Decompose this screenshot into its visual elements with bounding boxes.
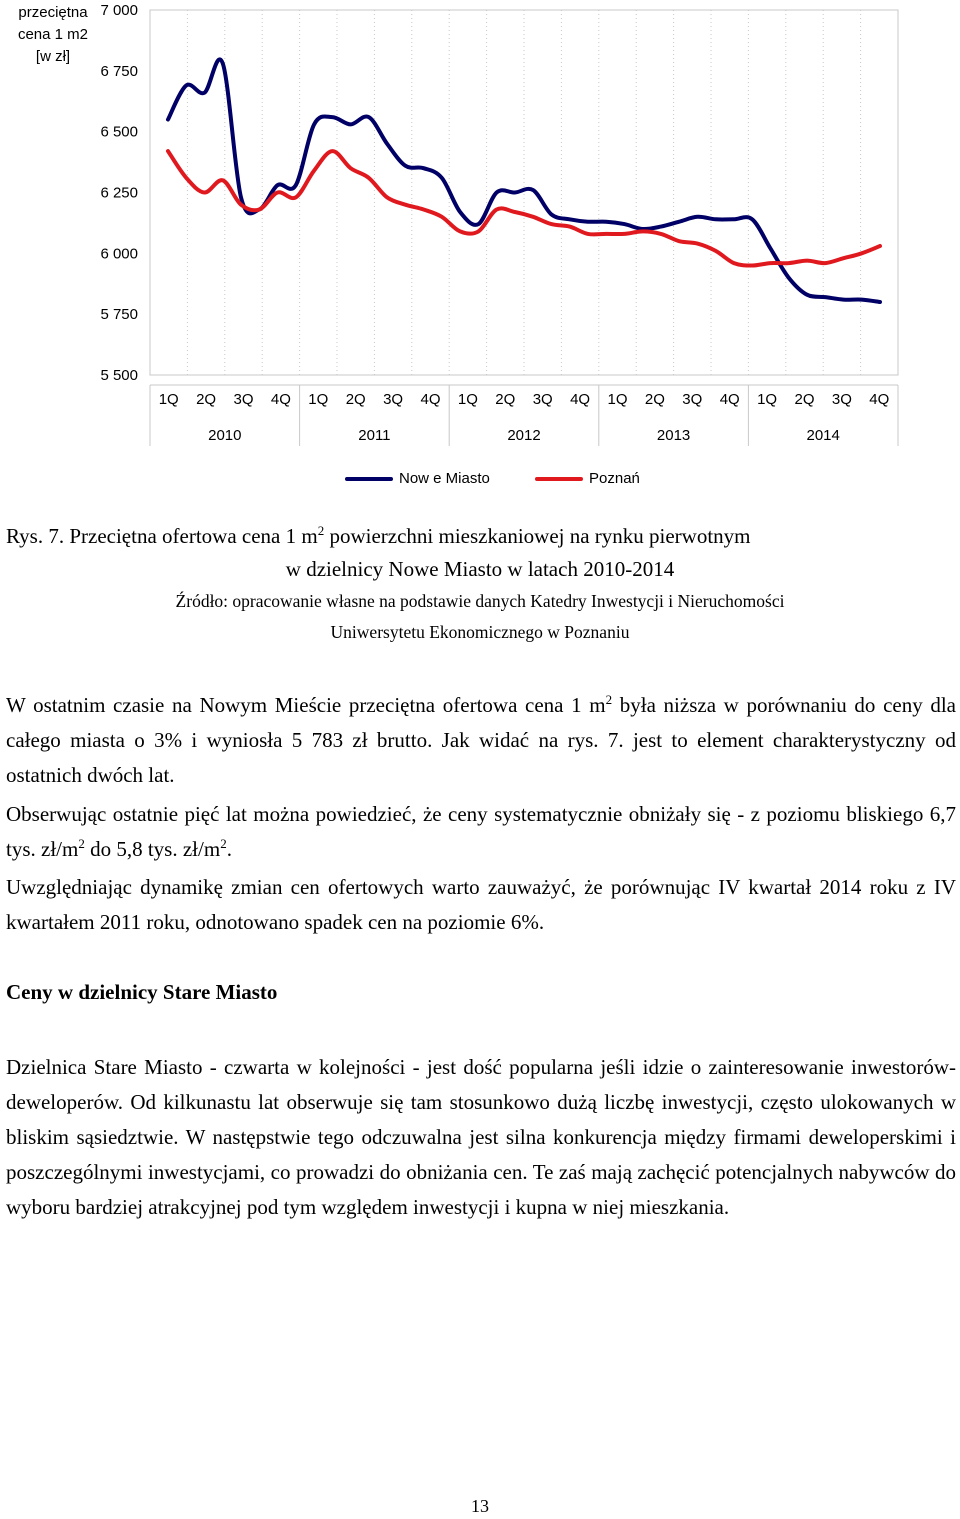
legend-item-poznan: [535, 470, 640, 487]
caption-sup: 2: [317, 523, 325, 538]
year-label: 2014: [806, 427, 840, 444]
p2-sup-1: 2: [78, 836, 85, 851]
plot-area-border: [150, 10, 898, 375]
year-label: 2013: [656, 427, 691, 444]
x-tick-label: 2Q: [345, 391, 366, 408]
x-tick-label: 4Q: [869, 391, 890, 408]
x-tick-label: 4Q: [570, 391, 591, 408]
caption-source-1: Źródło: opracowanie własne na podstawie danych Katedry Inwestycji i Nieruchomości: [175, 591, 785, 611]
x-tick-label: 1Q: [308, 391, 329, 408]
x-tick-label: 3Q: [682, 391, 703, 408]
caption-prefix: Rys. 7. Przeciętna ofertowa cena 1 m: [6, 524, 318, 548]
series-line-poznan: [168, 151, 880, 265]
p1-text-b: była niższa w porównaniu do ceny dla całego miasta o 3% i wyniosła 5 783 zł brutto. Jak widać na rys. 7. jest to element charakterystyczny od ostatnich dwóch lat.: [6, 693, 957, 787]
p1-text-a: W ostatnim czasie na Nowym Mieście przeciętna ofertowa cena 1 m: [6, 693, 606, 717]
y-tick-label: 5 500: [100, 367, 138, 384]
x-tick-label: 2Q: [196, 391, 217, 408]
p2-sup-2: 2: [220, 836, 227, 851]
legend-swatch-nowe-miasto: [345, 477, 393, 481]
legend-item-nowe-miasto: [345, 470, 490, 487]
caption-line2: w dzielnicy Nowe Miasto w latach 2010-2014: [285, 557, 675, 581]
legend-swatch-poznan: [535, 477, 583, 481]
price-chart: [0, 0, 960, 500]
paragraph-4: [6, 1050, 956, 1225]
caption-title: [0, 520, 960, 553]
x-tick-label: 3Q: [233, 391, 254, 408]
y-tick-label: 6 500: [100, 123, 138, 141]
legend-label-poznan: Poznań: [589, 470, 640, 487]
y-axis-label: przeciętna cena 1 m2 [w zł]: [17, 4, 89, 65]
y-tick-label: 7 000: [100, 2, 138, 19]
year-label: 2010: [208, 427, 242, 444]
caption-source-2: Uniwersytetu Ekonomicznego w Poznaniu: [330, 622, 630, 642]
series-line-nowe-miasto: [168, 59, 880, 302]
x-tick-label: 3Q: [383, 391, 404, 408]
p2-text-a: Obserwując ostatnie pięć lat można powiedzieć, że ceny systematycznie obniżały się - z poziomu bliskiego 6,7 tys. zł/m: [6, 802, 956, 861]
x-tick-label: 1Q: [158, 391, 179, 408]
p2-text-b: do 5,8 tys. zł/m: [84, 837, 221, 861]
y-tick-label: 6 750: [100, 62, 138, 80]
paragraph-1: [6, 688, 956, 793]
p3-text: Uwzględniając dynamikę zmian cen ofertowych warto zauważyć, że porównując IV kwartał 2014 roku z IV kwartałem 2011 roku, odnotowano spadek cen na poziomie 6%.: [6, 875, 956, 934]
x-tick-label: 2Q: [644, 391, 665, 408]
y-tick-label: 6 000: [100, 245, 138, 263]
page-number: 13: [471, 1496, 489, 1516]
y-tick-label: 5 750: [100, 306, 138, 324]
year-label: 2012: [507, 427, 541, 444]
x-tick-label: 3Q: [532, 391, 553, 408]
p2-text-c: .: [226, 837, 232, 861]
x-tick-label: 4Q: [420, 391, 441, 408]
x-tick-label: 4Q: [270, 391, 291, 408]
chart-svg: [0, 0, 960, 460]
x-tick-label: 2Q: [495, 391, 516, 408]
caption-suffix: powierzchni mieszkaniowej na rynku pierwotnym: [324, 524, 751, 548]
paragraph-2: [6, 797, 956, 867]
p1-sup: 2: [605, 692, 613, 707]
paragraph-3: [6, 870, 956, 940]
x-tick-label: 3Q: [831, 391, 852, 408]
x-tick-label: 1Q: [457, 391, 478, 408]
section-heading: Ceny w dzielnicy Stare Miasto: [6, 980, 278, 1004]
year-label: 2011: [358, 427, 391, 444]
x-tick-label: 2Q: [794, 391, 815, 408]
legend-label-nowe-miasto: Now e Miasto: [399, 470, 490, 487]
figure-caption: [0, 520, 960, 648]
y-tick-label: 6 250: [100, 184, 138, 202]
x-tick-label: 1Q: [607, 391, 628, 408]
x-tick-label: 4Q: [719, 391, 740, 408]
x-tick-label: 1Q: [757, 391, 778, 408]
p4-text: Dzielnica Stare Miasto - czwarta w kolejności - jest dość popularna jeśli idzie o zainteresowanie inwestorów-deweloperów. Od kilkunastu lat obserwuje się tam stosunkowo dużą liczbę inwestycji, często ulokowanych w bliskim sąsiedztwie. W następstwie tego odczuwalna jest silna konkurencja między firmami deweloperskimi i poszczególnymi inwestycjami, co prowadzi do obniżania cen. Te zaś mają zachęcić potencjalnych nabywców do wyboru bardziej atrakcyjnej pod tym względem inwestycji i kupna w niej mieszkania.: [6, 1055, 956, 1219]
